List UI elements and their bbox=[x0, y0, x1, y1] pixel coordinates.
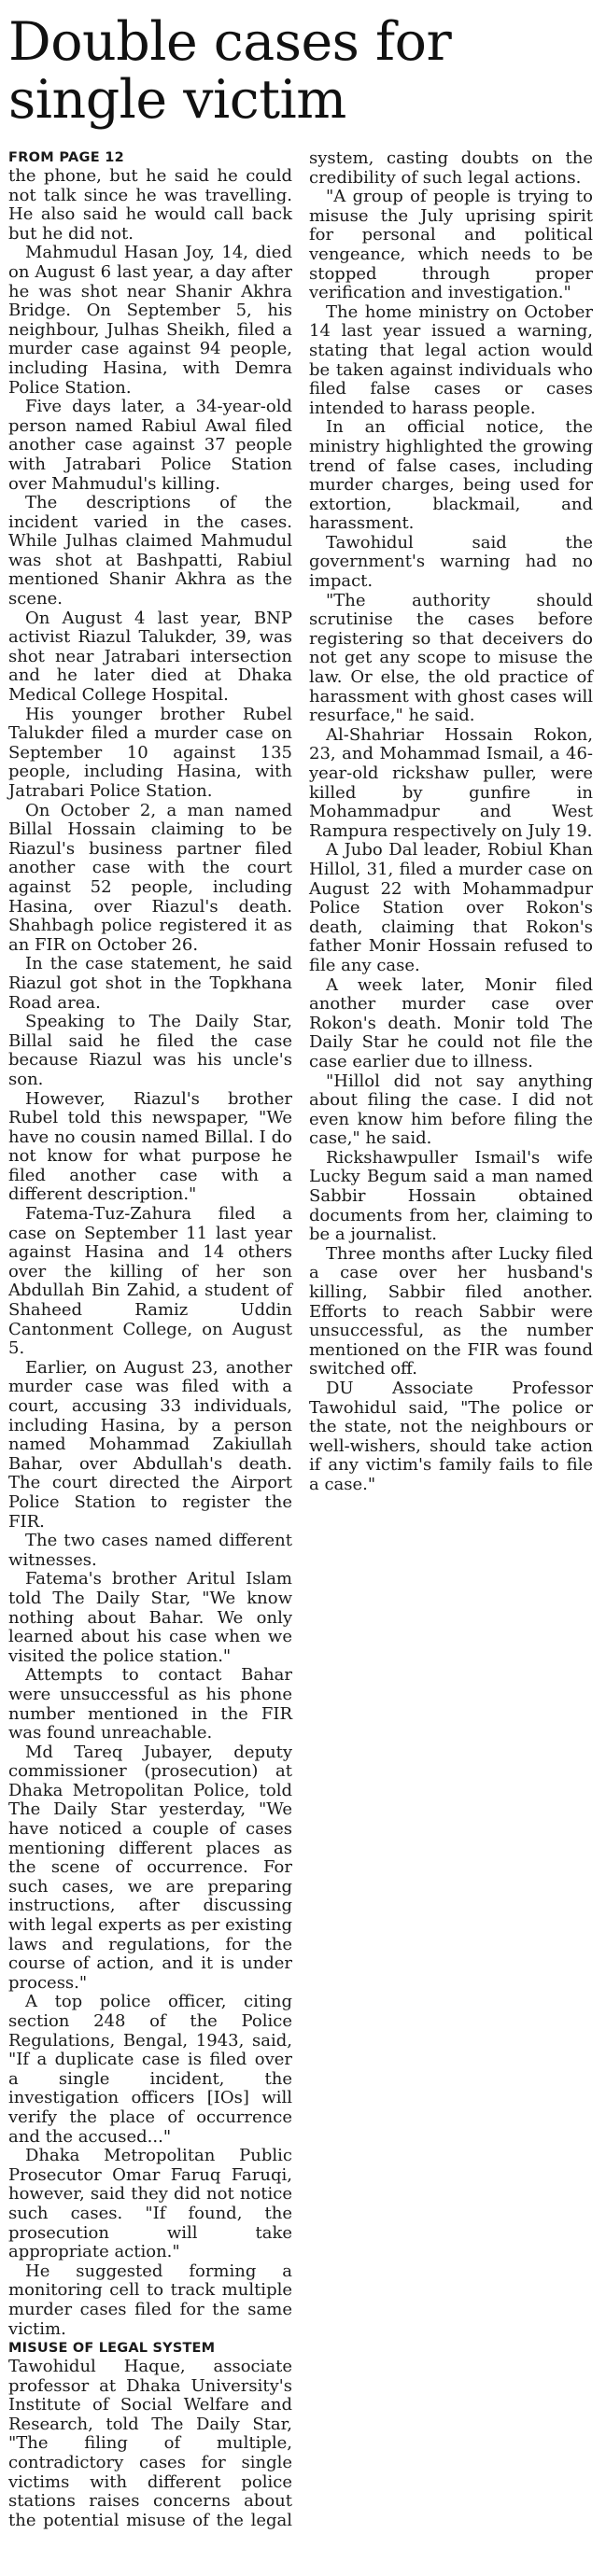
article-paragraph: Tawohidul Haque, associate professor at Dhaka University's Institute of Social Welfare and Research, told The Daily Star, "The filing of multiple, contradictory cases for single victims with different police stations raises concerns about the potential misuse of the legal system, casting doubts on the credibility of such legal actions. bbox=[8, 148, 593, 2530]
article-paragraph: He suggested forming a monitoring cell to track multiple murder cases filed for the same victim. bbox=[8, 2261, 292, 2339]
continuation-kicker: FROM PAGE 12 bbox=[8, 150, 125, 165]
article-paragraph: "Hillol did not say anything about filing the case. I did not even know him before filing the case," he said. bbox=[309, 1071, 593, 1149]
article-paragraph: The descriptions of the incident varied in the cases. While Julhas claimed Mahmudul was shot at Bashpatti, Rabiul mentioned Shanir Akhra as the scene. bbox=[8, 493, 292, 609]
article-paragraph: Rickshawpuller Ismail's wife Lucky Begum said a man named Sabbir Hossain obtained documents from her, claiming to be a journalist. bbox=[309, 1147, 593, 1245]
article-paragraph: Earlier, on August 23, another murder case was filed with a court, accusing 33 individuals, including Hasina, by a person named Mohammad Zakiullah Bahar, over Abdullah's death. The court directed the Airport Police Station to register the FIR. bbox=[8, 1357, 292, 1532]
article-paragraph: However, Riazul's brother Rubel told this newspaper, "We have no cousin named Billal. I do not know for what purpose he filed another case with a different description." bbox=[8, 1088, 292, 1205]
article-paragraph: A week later, Monir filed another murder case over Rokon's death. Monir told The Daily Star he could not file the case earlier due to illness. bbox=[309, 974, 593, 1071]
section-subhead: MISUSE OF LEGAL SYSTEM bbox=[8, 2341, 216, 2357]
article-paragraph: In an official notice, the ministry highlighted the growing trend of false cases, including murder charges, being used for extortion, blackmail, and harassment. bbox=[309, 417, 593, 534]
article-paragraph: "The authority should scrutinise the cases before registering so that deceivers do not get any scope to misuse the law. Or else, the old practice of harassment with ghost cases will resurface," he said. bbox=[309, 590, 593, 726]
article-paragraph: Tawohidul said the government's warning had no impact. bbox=[309, 532, 593, 592]
article-part-1 bbox=[8, 167, 292, 2339]
article-paragraph: Md Tareq Jubayer, deputy commissioner (prosecution) at Dhaka Metropolitan Police, told The Daily Star yesterday, "We have noticed a couple of cases mentioning different places as the scene of occurrence. For such cases, we are preparing instructions, after discussing with legal experts as per existing laws and regulations, for the course of action, and it is under process." bbox=[8, 1742, 292, 1993]
article-paragraph: A top police officer, citing section 248 of the Police Regulations, Bengal, 1943, said, "If a duplicate case is filed over a single incident, the investigation officers [IOs] will verify the place of occurrence and the accused..." bbox=[8, 1992, 292, 2147]
headline: Double cases for single victim bbox=[8, 11, 452, 131]
article-paragraph: Fatema-Tuz-Zahura filed a case on September 11 last year against Hasina and 14 others over the killing of her son Abdullah Bin Zahid, a student of Shaheed Ramiz Uddin Cantonment College, on August 5. bbox=[8, 1204, 292, 1359]
article-paragraph: The two cases named different witnesses. bbox=[8, 1531, 292, 1570]
news-article bbox=[0, 13, 606, 2576]
article-paragraph: Mahmudul Hasan Joy, 14, died on August 6 last year, a day after he was shot near Shanir Akhra Bridge. On September 5, his neighbour, Julhas Sheikh, filed a murder case against 94 people, including Hasina, with Demra Police Station. bbox=[8, 243, 292, 398]
article-paragraph: Dhaka Metropolitan Public Prosecutor Omar Faruq Faruqi, however, said they did not notice such cases. "If found, the prosecution will take appropriate action." bbox=[8, 2146, 292, 2262]
article-paragraph: On October 2, a man named Billal Hossain claiming to be Riazul's business partner filed another case with the court against 52 people, including Hasina, over Riazul's death. Shahbagh police registered it as an FIR on October 26. bbox=[8, 800, 292, 955]
article-paragraph: In the case statement, he said Riazul got shot in the Topkhana Road area. bbox=[8, 954, 292, 1013]
article-paragraph: The home ministry on October 14 last year issued a warning, stating that legal action would be taken against individuals who filed false cases or cases intended to harass people. bbox=[309, 301, 593, 418]
article-paragraph: On August 4 last year, BNP activist Riazul Talukder, 39, was shot near Jatrabari intersection and he later died at Dhaka Medical College Hospital. bbox=[8, 608, 292, 706]
article-paragraph: Fatema's brother Aritul Islam told The Daily Star, "We know nothing about Bahar. We only learned about his case when we visited the police station." bbox=[8, 1569, 292, 1666]
article-paragraph: Al-Shahriar Hossain Rokon, 23, and Mohammad Ismail, a 46-year-old rickshaw puller, were killed by gunfire in Mohammadpur and West Rampura respectively on July 19. bbox=[309, 724, 593, 841]
article-paragraph: Speaking to The Daily Star, Billal said he filed the case because Riazul was his uncle's son. bbox=[8, 1012, 292, 1089]
article-paragraph: Attempts to contact Bahar were unsuccessful as his phone number mentioned in the FIR was found unreachable. bbox=[8, 1665, 292, 1743]
article-paragraph: A Jubo Dal leader, Robiul Khan Hillol, 31, filed a murder case on August 22 with Mohammadpur Police Station over Rokon's death, claiming that Rokon's father Monir Hossain refused to file any case. bbox=[309, 840, 593, 975]
article-paragraph: Three months after Lucky filed a case over her husband's killing, Sabbir filed another. Efforts to reach Sabbir were unsuccessful, as the number mentioned on the FIR was found switched off. bbox=[309, 1243, 593, 1379]
article-paragraph: "A group of people is trying to misuse the July uprising spirit for personal and political vengeance, which needs to be stopped through proper verification and investigation." bbox=[309, 187, 593, 303]
article-paragraph: His younger brother Rubel Talukder filed a murder case on September 10 against 135 people, including Hasina, with Jatrabari Police Station. bbox=[8, 704, 292, 801]
article-paragraph: DU Associate Professor Tawohidul said, "The police or the state, not the neighbours or well-wishers, should take action if any victim's family fails to file a case." bbox=[309, 1379, 593, 1494]
article-paragraph: Five days later, a 34-year-old person named Rabiul Awal filed another case against 37 people with Jatrabari Police Station over Mahmudul's killing. bbox=[8, 397, 292, 494]
article-paragraph: the phone, but he said he could not talk since he was travelling. He also said he would call back but he did not. bbox=[8, 166, 292, 244]
article-body bbox=[8, 149, 593, 2548]
